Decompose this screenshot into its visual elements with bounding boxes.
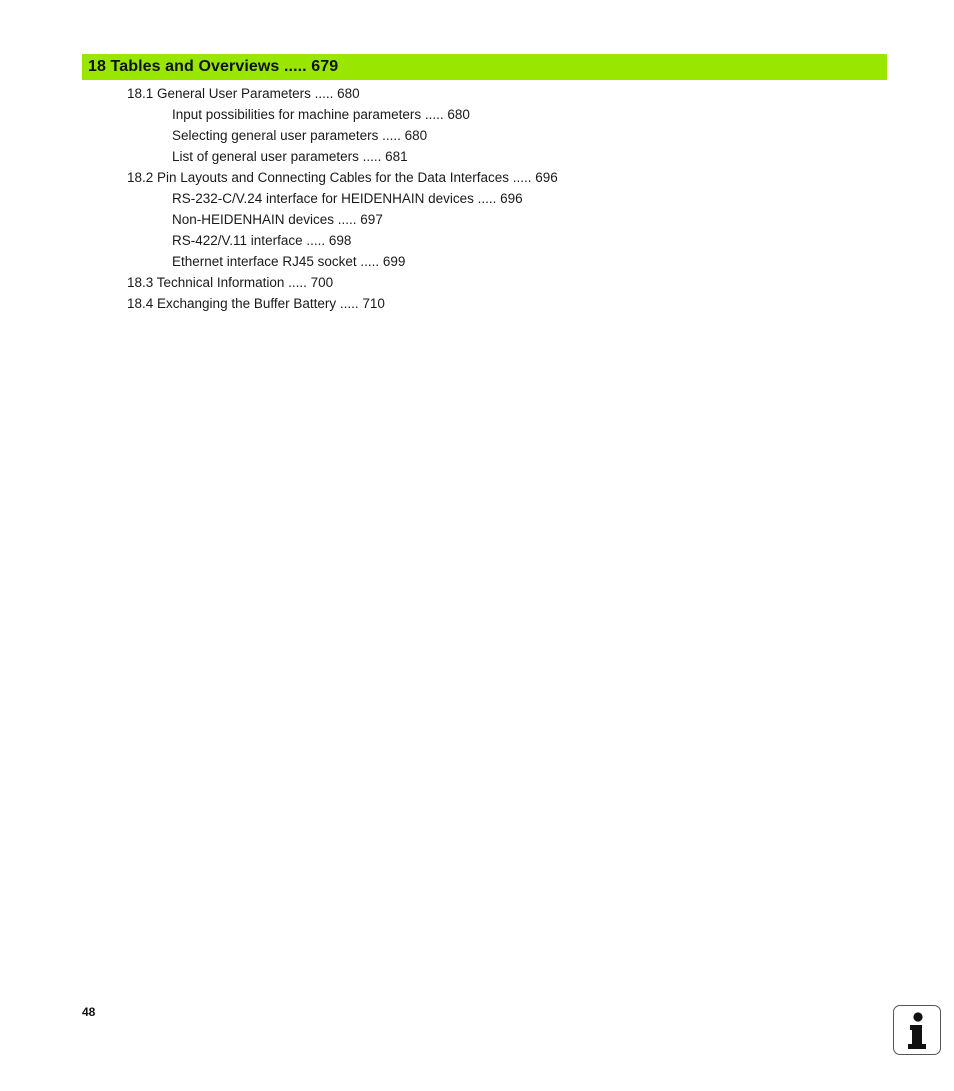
toc-entry-18-2[interactable]: 18.2 Pin Layouts and Connecting Cables for the Data Interfaces ..... 696 xyxy=(127,170,558,185)
toc-entry-rs422-interface[interactable]: RS-422/V.11 interface ..... 698 xyxy=(172,233,352,248)
chapter-header xyxy=(82,54,887,80)
toc-entry-18-3[interactable]: 18.3 Technical Information ..... 700 xyxy=(127,275,334,290)
toc-entry-ethernet-interface[interactable]: Ethernet interface RJ45 socket ..... 699 xyxy=(172,254,406,269)
info-glyph xyxy=(894,1006,940,1054)
toc-entry-selecting-user-parameters[interactable]: Selecting general user parameters ..... 680 xyxy=(172,128,428,143)
toc-entry-non-heidenhain-devices[interactable]: Non-HEIDENHAIN devices ..... 697 xyxy=(172,212,383,227)
toc-entry-18-1[interactable]: 18.1 General User Parameters ..... 680 xyxy=(127,86,360,101)
chapter-title: 18 Tables and Overviews ..... 679 xyxy=(88,58,339,75)
toc-entry-18-4[interactable]: 18.4 Exchanging the Buffer Battery ..... 710 xyxy=(127,296,385,311)
page-number: 48 xyxy=(82,1005,96,1019)
toc-entry-input-possibilities[interactable]: Input possibilities for machine parameters ..... 680 xyxy=(172,107,470,122)
toc-list xyxy=(0,83,954,314)
toc-entry-list-user-parameters[interactable]: List of general user parameters ..... 681 xyxy=(172,149,408,164)
toc-entry-rs232-interface[interactable]: RS-232-C/V.24 interface for HEIDENHAIN devices ..... 696 xyxy=(172,191,523,206)
info-icon xyxy=(893,1005,941,1055)
